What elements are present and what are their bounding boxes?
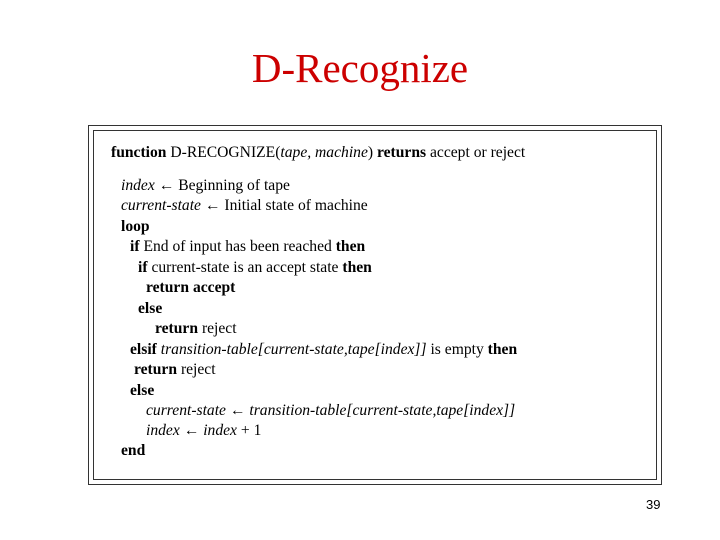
keyword-return: return	[146, 279, 190, 296]
keyword-then: then	[342, 259, 372, 276]
line-text: Beginning of tape	[178, 177, 290, 194]
keyword-return: return	[134, 361, 178, 378]
line-text: + 1	[240, 422, 262, 439]
code-line-1	[121, 177, 290, 195]
return-value: accept	[192, 279, 236, 296]
function-args: tape, machine	[280, 144, 368, 161]
line-text: Initial state of machine	[224, 197, 368, 214]
keyword-if: if	[138, 259, 148, 276]
condition-text: current-state is an accept state	[151, 259, 339, 276]
algorithm-box	[88, 125, 662, 485]
var-index: index	[146, 422, 180, 439]
keyword-then: then	[335, 238, 366, 255]
code-line-8	[155, 320, 237, 338]
code-line-9	[130, 341, 517, 359]
paren-close: )	[367, 144, 374, 161]
code-line-6	[146, 279, 235, 297]
keyword-then: then	[487, 341, 518, 358]
keyword-else: else	[130, 382, 155, 399]
code-line-12	[146, 402, 515, 420]
return-values: accept or reject	[430, 144, 526, 161]
function-name-rest: ECOGNIZE	[197, 144, 276, 161]
transition-expression: transition-table[current-state,tape[index]]	[249, 402, 516, 419]
code-line-4	[130, 238, 365, 256]
assign-arrow: ←	[158, 177, 175, 194]
keyword-loop: loop	[121, 218, 150, 235]
code-line-13	[146, 422, 261, 440]
var-index: index	[203, 422, 237, 439]
assign-arrow: ←	[204, 197, 221, 214]
keyword-else: else	[138, 300, 163, 317]
function-name	[170, 144, 275, 161]
code-line-10	[134, 361, 216, 379]
keyword-if: if	[130, 238, 140, 255]
return-value: reject	[180, 361, 216, 378]
assign-arrow: ←	[183, 422, 200, 439]
code-line-2	[121, 197, 368, 215]
assign-arrow: ←	[229, 402, 246, 419]
var-current-state: current-state	[121, 197, 201, 214]
condition-text: End of input has been reached	[143, 238, 332, 255]
keyword-returns: returns	[377, 144, 427, 161]
code-line-3	[121, 218, 150, 236]
var-current-state: current-state	[146, 402, 226, 419]
code-line-7	[138, 300, 162, 318]
line-text: is empty	[430, 341, 484, 358]
page-number: 39	[646, 497, 661, 512]
paren-open: (	[275, 144, 281, 161]
keyword-function: function	[111, 144, 167, 161]
keyword-end: end	[121, 442, 146, 459]
var-index: index	[121, 177, 155, 194]
function-name-prefix: D-R	[170, 144, 198, 161]
code-line-5	[138, 259, 372, 277]
keyword-elsif: elsif	[130, 341, 157, 358]
transition-expression: transition-table[current-state,tape[index]]	[160, 341, 427, 358]
return-value: reject	[201, 320, 237, 337]
slide-title: D-Recognize	[251, 45, 469, 91]
code-line-11	[130, 382, 154, 400]
keyword-return: return	[155, 320, 199, 337]
code-line-14	[121, 442, 145, 460]
algorithm-header	[111, 144, 525, 162]
